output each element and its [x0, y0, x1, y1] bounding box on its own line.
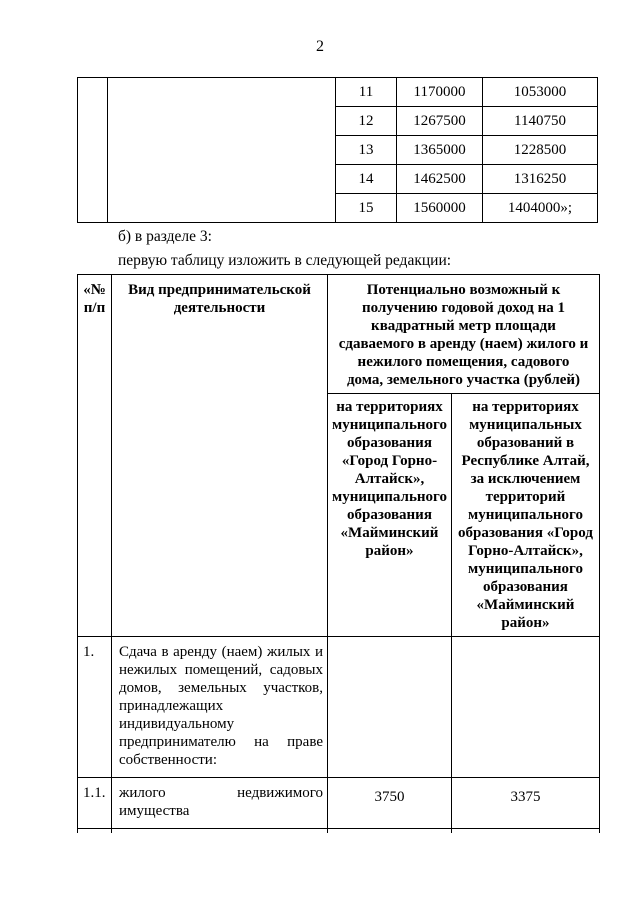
- header-sub-a: на территориях муниципального образования «Город Горно-Алтайск», муниципального образования «Майминский район»: [328, 394, 452, 637]
- value-a-cell: 1365000: [397, 136, 483, 165]
- row-number-cell: 12: [336, 107, 397, 136]
- value-a-cell: 1170000: [397, 78, 483, 107]
- table-row: [78, 78, 598, 107]
- instruction-line: первую таблицу изложить в следующей редакции:: [118, 252, 452, 269]
- activity-cell: Сдача в аренду (наем) жилых и нежилых помещений, садовых домов, земельных участков, принадлежащих индивидуальному предпринимателю на праве собственности:: [112, 637, 328, 778]
- value-b-cell: 3375: [451, 778, 599, 829]
- table-row: [78, 637, 600, 778]
- value-b-cell: 1404000»;: [483, 194, 598, 223]
- row-number-cell: 1.: [78, 637, 112, 778]
- value-b-cell: 1228500: [483, 136, 598, 165]
- value-a-cell: 1267500: [397, 107, 483, 136]
- value-a-cell: 3750: [328, 778, 452, 829]
- blank-cell: [78, 78, 108, 223]
- income-table: [77, 274, 600, 894]
- value-b-cell: 1053000: [483, 78, 598, 107]
- row-number-cell: 11: [336, 78, 397, 107]
- page-bottom-margin: [0, 833, 640, 905]
- value-b-cell: 1316250: [483, 165, 598, 194]
- header-sub-b: на территориях муниципальных образований в Республике Алтай, за исключением территорий муниципального образования «Город Горно-Алтайск», муниципального образования «Майминский район»: [451, 394, 599, 637]
- table-header-row: [78, 275, 600, 394]
- header-income: Потенциально возможный к получению годовой доход на 1 квадратный метр площади сдаваемого в аренду (наем) жилого и нежилого помещения, садового дома, земельного участка (рублей): [328, 275, 600, 394]
- header-number: «№ п/п: [78, 275, 112, 637]
- value-a-cell: 1560000: [397, 194, 483, 223]
- table-row: [78, 778, 600, 829]
- value-a-cell: 1462500: [397, 165, 483, 194]
- row-number-cell: 15: [336, 194, 397, 223]
- row-number-cell: 13: [336, 136, 397, 165]
- header-activity: Вид предпринимательской деятельности: [112, 275, 328, 637]
- row-number-cell: 1.1.: [78, 778, 112, 829]
- value-a-cell: [328, 637, 452, 778]
- continuation-table: [77, 77, 598, 223]
- activity-cell: жилого недвижимого имущества: [112, 778, 328, 829]
- page-number: 2: [316, 38, 324, 55]
- value-b-cell: [451, 637, 599, 778]
- row-number-cell: 14: [336, 165, 397, 194]
- section-line: б) в разделе 3:: [118, 228, 212, 245]
- blank-cell: [108, 78, 336, 223]
- value-b-cell: 1140750: [483, 107, 598, 136]
